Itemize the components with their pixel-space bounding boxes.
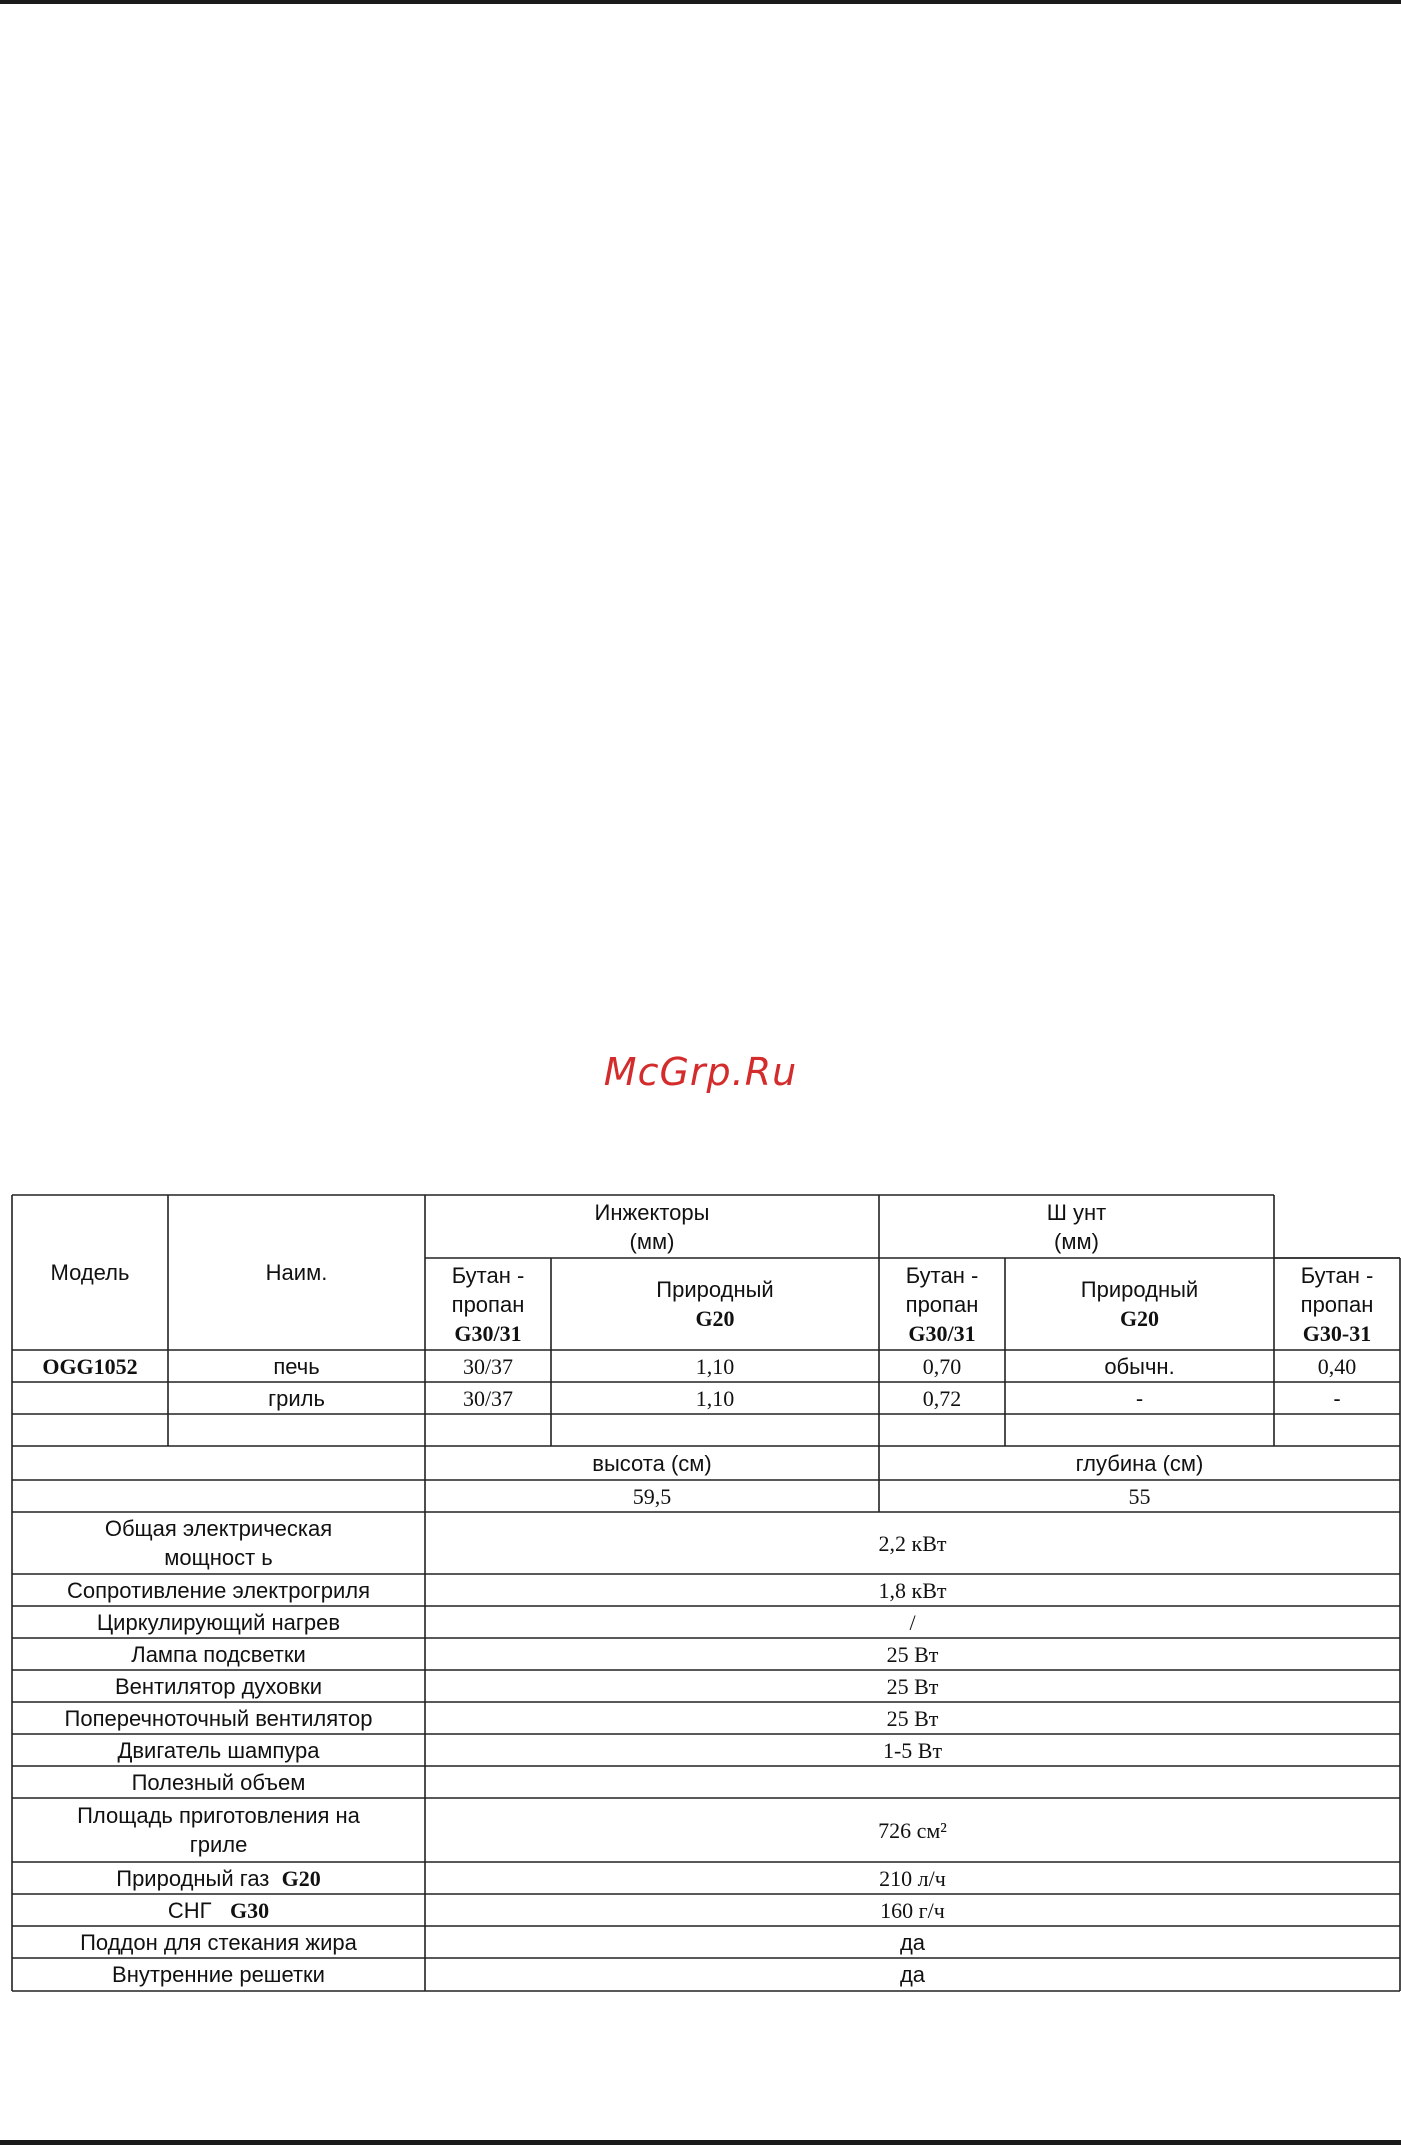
spec-label-oven-fan: Вентилятор духовки bbox=[114, 1673, 322, 1699]
row1-model: OGG1052 bbox=[42, 1353, 138, 1379]
header-shunt-butane: Бутан - пропан G30/31 bbox=[905, 1262, 979, 1346]
row2-inj-butane: 30/37 bbox=[462, 1385, 514, 1411]
row2-shunt-butane: 0,72 bbox=[922, 1385, 962, 1411]
spec-value-crossflow-fan: 25 Вт bbox=[886, 1705, 939, 1731]
spec-label-natural-gas: Природный газ G20 bbox=[116, 1865, 321, 1891]
row2-extra: - bbox=[1333, 1385, 1341, 1411]
spec-value-lamp: 25 Вт bbox=[886, 1641, 939, 1667]
header-shunt: Ш унт (мм) bbox=[1046, 1199, 1107, 1254]
spec-label-grill-resistance: Сопротивление электрогриля bbox=[67, 1577, 370, 1603]
spec-value-oven-fan: 25 Вт bbox=[886, 1673, 939, 1699]
spec-value-grill-resistance: 1,8 кВт bbox=[878, 1577, 947, 1603]
header-injector-natural: Природный G20 bbox=[656, 1277, 774, 1331]
spec-value-natural-gas: 210 л/ч bbox=[879, 1865, 946, 1891]
spec-value-circulating-heat: / bbox=[909, 1609, 916, 1635]
header-model: Модель bbox=[50, 1260, 130, 1285]
row1-shunt-butane: 0,70 bbox=[922, 1353, 962, 1379]
row2-inj-natural: 1,10 bbox=[695, 1385, 735, 1411]
height-value: 59,5 bbox=[632, 1483, 672, 1509]
row1-inj-natural: 1,10 bbox=[695, 1353, 735, 1379]
row2-name: гриль bbox=[268, 1385, 325, 1411]
spec-label-power: Общая электрическая мощност ь bbox=[104, 1516, 333, 1570]
height-label: высота (см) bbox=[592, 1450, 712, 1476]
spec-value-volume bbox=[425, 1766, 1400, 1798]
row2-model bbox=[12, 1382, 168, 1414]
header-injectors: Инжекторы (мм) bbox=[594, 1199, 710, 1254]
row1-extra: 0,40 bbox=[1317, 1353, 1357, 1379]
header-shunt-natural: Природный G20 bbox=[1080, 1277, 1199, 1331]
row2-shunt-natural: - bbox=[1135, 1385, 1144, 1411]
row1-shunt-natural: обычн. bbox=[1104, 1353, 1175, 1379]
spec-label-circulating-heat: Циркулирующий нагрев bbox=[96, 1609, 341, 1635]
spec-value-inner-racks: да bbox=[899, 1962, 926, 1987]
spec-value-power: 2,2 кВт bbox=[878, 1530, 947, 1556]
spec-label-inner-racks: Внутренние решетки bbox=[112, 1962, 325, 1987]
spec-label-volume: Полезный объем bbox=[131, 1769, 306, 1795]
spec-value-spit-motor: 1-5 Вт bbox=[882, 1737, 943, 1763]
spec-label-lamp: Лампа подсветки bbox=[131, 1641, 306, 1667]
depth-value: 55 bbox=[1128, 1483, 1151, 1509]
spec-label-lpg: СНГ G30 bbox=[167, 1897, 270, 1923]
depth-label: глубина (см) bbox=[1075, 1450, 1204, 1476]
header-extra-butane: Бутан - пропан G30-31 bbox=[1300, 1262, 1374, 1346]
spec-value-lpg: 160 г/ч bbox=[880, 1897, 945, 1923]
spec-label-drip-tray: Поддон для стекания жира bbox=[80, 1929, 357, 1955]
row1-inj-butane: 30/37 bbox=[462, 1353, 514, 1379]
spec-value-grill-area: 726 см² bbox=[878, 1817, 947, 1843]
header-injector-butane: Бутан - пропан G30/31 bbox=[451, 1262, 525, 1346]
spec-label-spit-motor: Двигатель шампура bbox=[117, 1737, 320, 1763]
spec-label-crossflow-fan: Поперечноточный вентилятор bbox=[64, 1705, 373, 1731]
watermark: McGrp.Ru bbox=[603, 1050, 798, 1094]
spec-value-drip-tray: да bbox=[899, 1929, 926, 1955]
spec-label-grill-area: Площадь приготовления на гриле bbox=[77, 1803, 360, 1857]
header-name: Наим. bbox=[265, 1260, 328, 1285]
row1-name: печь bbox=[273, 1353, 320, 1379]
